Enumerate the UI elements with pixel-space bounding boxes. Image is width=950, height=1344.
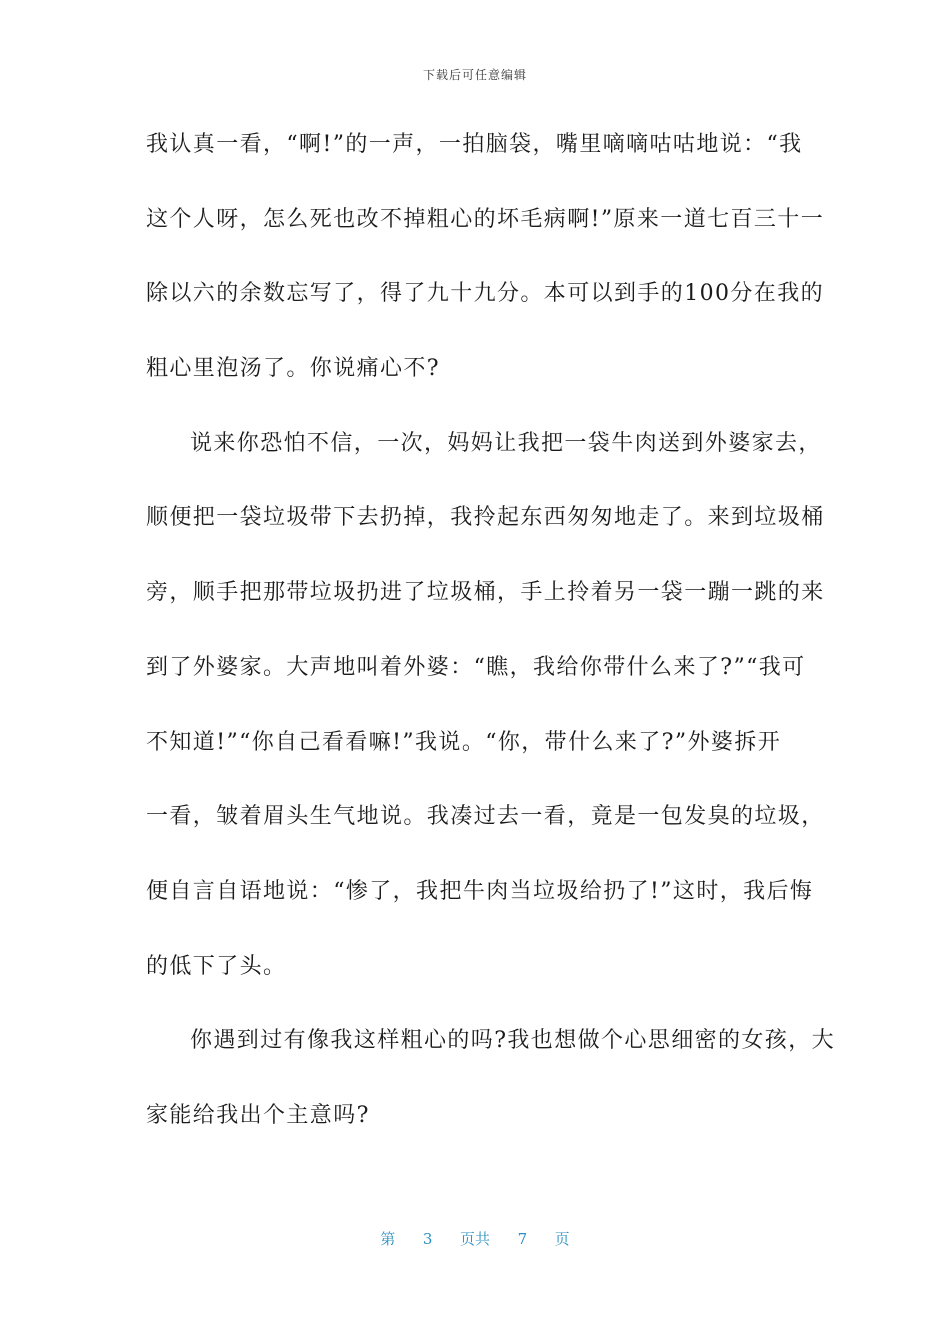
body-text	[146, 108, 835, 1154]
text-line-3: 除以六的余数忘写了，得了九十九分。本可以到手的100分在我的	[146, 281, 824, 307]
footer-page-number: 3	[422, 1230, 433, 1248]
text-line-10: 一看，皱着眉头生气地说。我凑过去一看，竟是一包发臭的垃圾，	[146, 804, 825, 830]
text-line-14: 家能给我出个主意吗?	[146, 1102, 370, 1128]
footer-middle: 页共	[459, 1230, 490, 1248]
text-line-12: 的低下了头。	[146, 953, 287, 979]
text-line-11: 便自言自语地说：“惨了，我把牛肉当垃圾给扔了!”这时，我后悔	[146, 878, 814, 904]
text-line-1: 我认真一看，“啊!”的一声，一拍脑袋，嘴里嘀嘀咕咕地说：“我	[146, 132, 803, 157]
text-line-6: 顺便把一袋垃圾带下去扔掉，我拎起东西匆匆地走了。来到垃圾桶	[146, 505, 825, 531]
text-line-7: 旁，顺手把那带垃圾扔进了垃圾桶，手上拎着另一袋一蹦一跳的来	[146, 580, 825, 606]
text-line-8: 到了外婆家。大声地叫着外婆：“瞧，我给你带什么来了?”“我可	[146, 654, 806, 680]
footer-total-pages: 7	[517, 1230, 528, 1248]
text-line-2: 这个人呀，怎么死也改不掉粗心的坏毛病啊!”原来一道七百三十一	[146, 206, 825, 232]
page-header: 下载后可任意编辑	[422, 68, 527, 82]
page-footer	[0, 1228, 950, 1249]
text-line-4: 粗心里泡汤了。你说痛心不?	[146, 356, 440, 382]
text-line-13: 你遇到过有像我这样粗心的吗?我也想做个心思细密的女孩，大	[190, 1028, 835, 1054]
footer-prefix: 第	[380, 1230, 396, 1248]
text-line-9: 不知道!”“你自己看看嘛!”我说。“你，带什么来了?”外婆拆开	[146, 729, 782, 755]
footer-suffix: 页	[554, 1230, 570, 1248]
text-line-5: 说来你恐怕不信，一次，妈妈让我把一袋牛肉送到外婆家去，	[190, 430, 822, 456]
